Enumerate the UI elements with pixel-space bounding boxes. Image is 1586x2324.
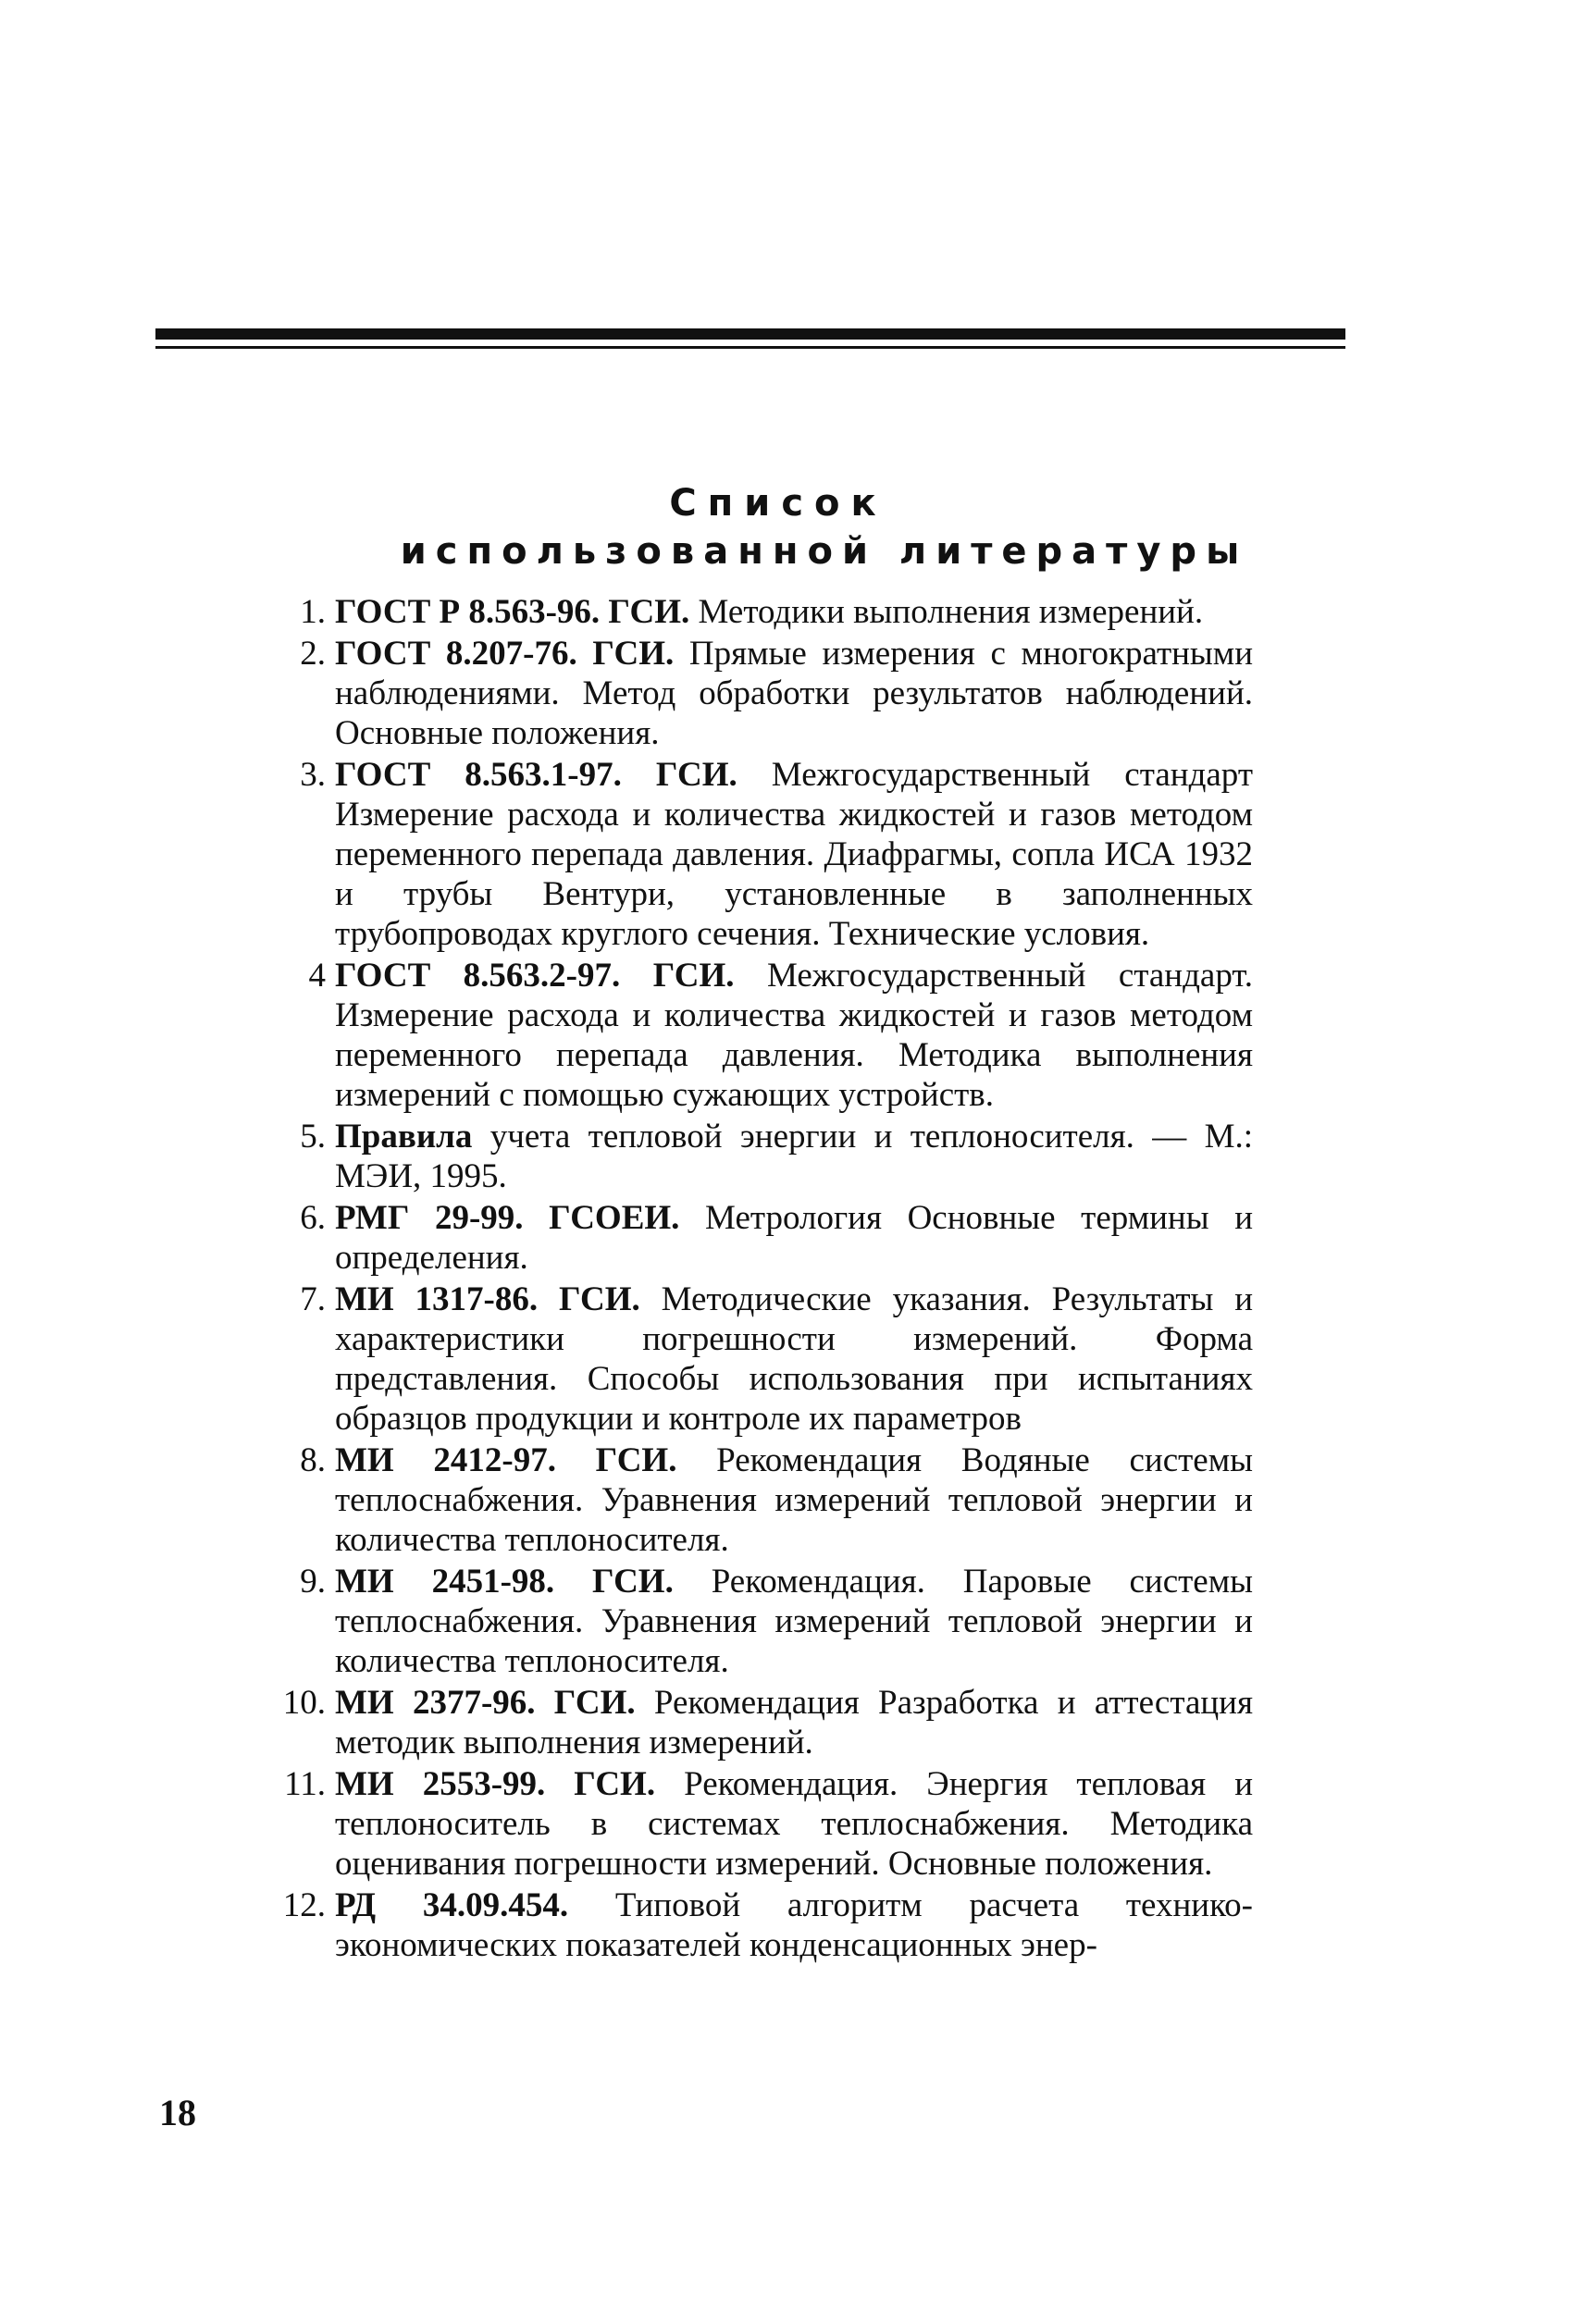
reference-number: 7. [300, 1280, 326, 1318]
reference-item [268, 1885, 1253, 1965]
reference-code: ГОСТ 8.207-76. ГСИ. [335, 635, 675, 673]
section-subtitle: использованной литературы [400, 530, 1249, 573]
reference-code: МИ 2412-97. ГСИ. [335, 1441, 677, 1479]
reference-code: РД 34.09.454. [335, 1886, 569, 1924]
reference-number: 5. [300, 1118, 326, 1156]
reference-text: учета тепловой энергии и теплоносителя. — М.: МЭИ, 1995. [335, 1118, 1253, 1195]
reference-item [268, 1683, 1253, 1762]
section-title: Список [669, 482, 887, 525]
reference-number: 8. [300, 1441, 326, 1479]
reference-code: МИ 2553-99. ГСИ. [335, 1765, 656, 1803]
reference-code: ГОСТ 8.563.2-97. ГСИ. [335, 957, 735, 995]
reference-text: Межгосударственный стандарт Измерение расхода и количества жидкостей и газов методом переменного перепада давления. Диафрагмы, сопла ИСА 1932 и трубы Вентури, установленные в заполненных трубопроводах круглого сечения. Технические условия. [335, 756, 1253, 953]
reference-list [268, 592, 1253, 1967]
page-number: 18 [159, 2092, 196, 2133]
reference-code: РМГ 29-99. ГСОЕИ. [335, 1199, 680, 1237]
reference-number: 10. [282, 1684, 326, 1722]
reference-item [268, 1279, 1253, 1439]
reference-text: Методики выполнения измерений. [689, 593, 1204, 631]
reference-number: 3. [300, 756, 326, 794]
reference-text: Метрология Основные термины и определения. [335, 1199, 1253, 1277]
reference-number: 12. [282, 1886, 326, 1924]
reference-code: Правила [335, 1118, 473, 1156]
header-rule-thin [155, 346, 1345, 349]
reference-number: 11. [284, 1765, 326, 1803]
reference-code: ГОСТ Р 8.563-96. ГСИ. [335, 593, 690, 631]
reference-text: Межгосударственный стандарт. Измерение расхода и количества жидкостей и газов методом переменного перепада давления. Методика выполнения измерений с помощью сужающих устройств. [335, 957, 1253, 1114]
reference-item [268, 755, 1253, 954]
reference-code: МИ 2451-98. ГСИ. [335, 1563, 674, 1601]
reference-number: 4 [308, 957, 326, 995]
reference-item [268, 634, 1253, 753]
reference-item [268, 1440, 1253, 1560]
reference-number: 1. [300, 593, 326, 631]
reference-text: Рекомендация. Паровые системы теплоснабжения. Уравнения измерений тепловой энергии и количества теплоносителя. [335, 1563, 1253, 1680]
reference-item [268, 1117, 1253, 1196]
reference-number: 9. [300, 1563, 326, 1601]
reference-number: 2. [300, 635, 326, 673]
reference-item [268, 1198, 1253, 1278]
reference-text: Методические указания. Результаты и характеристики погрешности измерений. Форма представления. Способы использования при испытаниях образцов продукции и контроле их параметров [335, 1280, 1253, 1438]
reference-code: МИ 1317-86. ГСИ. [335, 1280, 640, 1318]
reference-code: ГОСТ 8.563.1-97. ГСИ. [335, 756, 737, 794]
reference-text: Рекомендация Водяные системы теплоснабжения. Уравнения измерений тепловой энергии и количества теплоносителя. [335, 1441, 1254, 1559]
reference-text: Прямые измерения с многократными наблюдениями. Метод обработки результатов наблюдений. Основные положения. [335, 635, 1253, 752]
header-rule-thick [155, 328, 1345, 340]
reference-item [268, 1562, 1253, 1681]
reference-text: Рекомендация. Энергия тепловая и теплоноситель в системах теплоснабжения. Методика оценивания погрешности измерений. Основные положения. [335, 1765, 1253, 1883]
reference-code: МИ 2377-96. ГСИ. [335, 1684, 636, 1722]
reference-number: 6. [300, 1199, 326, 1237]
reference-item [268, 1764, 1253, 1884]
reference-text: Типовой алгоритм расчета технико-экономических показателей конденсационных энер- [335, 1886, 1253, 1964]
reference-text: Рекомендация Разработка и аттестация методик выполнения измерений. [335, 1684, 1253, 1762]
reference-item [268, 592, 1253, 632]
reference-item [268, 956, 1253, 1115]
